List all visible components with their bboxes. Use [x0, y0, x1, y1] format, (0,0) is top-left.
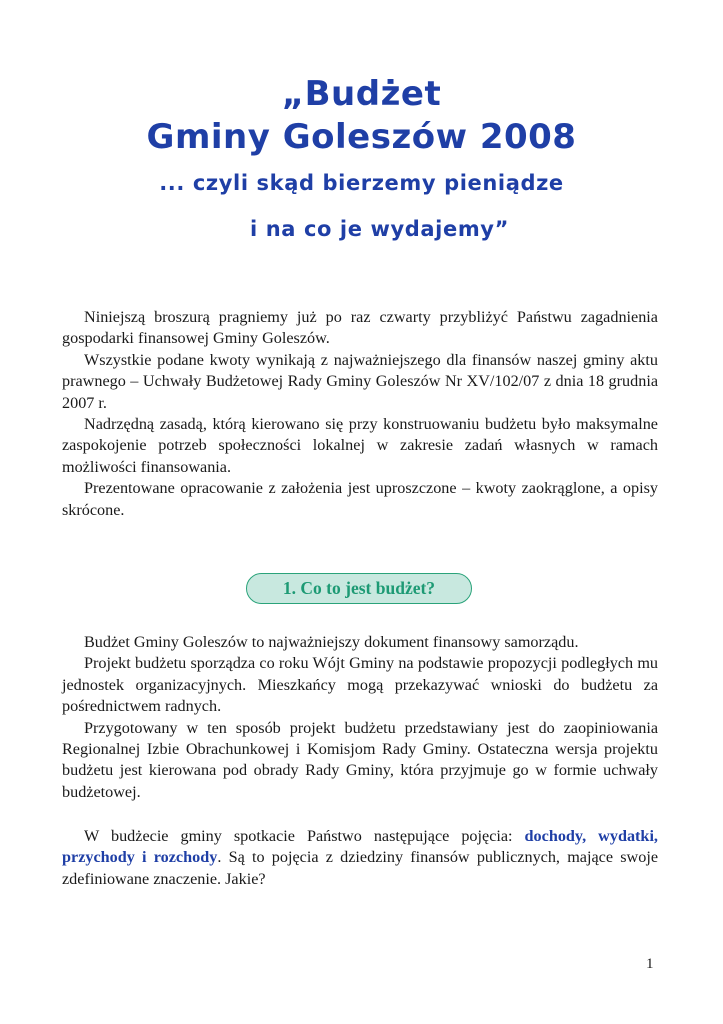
terms-outro: . Są to pojęcia z dziedziny finansów publicznych, mające swoje zdefiniowane znaczenie. Jakie? — [62, 848, 658, 888]
section-heading-pill: 1. Co to jest budżet? — [246, 573, 472, 604]
section-text — [62, 632, 658, 803]
title-line-1: „Budżet — [281, 74, 442, 114]
intro-paragraph: Nadrzędną zasadą, którą kierowano się przy konstruowaniu budżetu było maksymalne zaspokojenie potrzeb społeczności lokalnej w zakresie zadań własnych w ramach możliwości finansowania. — [62, 415, 658, 476]
page-number: 1 — [646, 956, 654, 972]
terms-text — [62, 826, 658, 890]
section-paragraph: Przygotowany w ten sposób projekt budżetu przedstawiany jest do zaopiniowania Regionalnej Izbie Obrachunkowej i Komisjom Rady Gminy. Ostateczna wersja projektu budżetu jest kierowana pod obrady Rady Gminy, która przyjmuje go w formie uchwały budżetowej. — [62, 718, 658, 801]
section-paragraph: Projekt budżetu sporządza co roku Wójt Gminy na podstawie propozycji podległych mu jednostek organizacyjnych. Mieszkańcy mogą przekazywać wnioski do budżetu za pośrednictwem radnych. — [62, 654, 658, 716]
intro-text — [62, 307, 658, 521]
terms-highlight: dochody, wydatki, przychody i rozchody — [62, 827, 658, 867]
subtitle-line-1: ... czyli skąd bierzemy pieniądze — [159, 171, 564, 195]
subtitle-line-2: i na co je wydajemy” — [250, 217, 509, 241]
intro-paragraph: Niniejszą broszurą pragniemy już po raz czwarty przybliżyć Państwu zagadnienia gospodarki finansowej Gminy Goleszów. — [62, 308, 658, 348]
terms-intro: W budżecie gminy spotkacie Państwo następujące pojęcia: — [84, 827, 525, 845]
title-line-2: Gminy Goleszów 2008 — [146, 117, 577, 157]
section-paragraph: Budżet Gminy Goleszów to najważniejszy dokument finansowy samorządu. — [84, 633, 579, 651]
terms-paragraph — [62, 826, 658, 890]
intro-paragraph: Wszystkie podane kwoty wynikają z najważniejszego dla finansów naszej gminy aktu prawnego – Uchwały Budżetowej Rady Gminy Goleszów Nr XV/102/07 z dnia 18 grudnia 2007 r. — [62, 350, 658, 412]
intro-paragraph: Prezentowane opracowanie z założenia jest uproszczone – kwoty zaokrąglone, a opisy skrócone. — [62, 479, 658, 519]
